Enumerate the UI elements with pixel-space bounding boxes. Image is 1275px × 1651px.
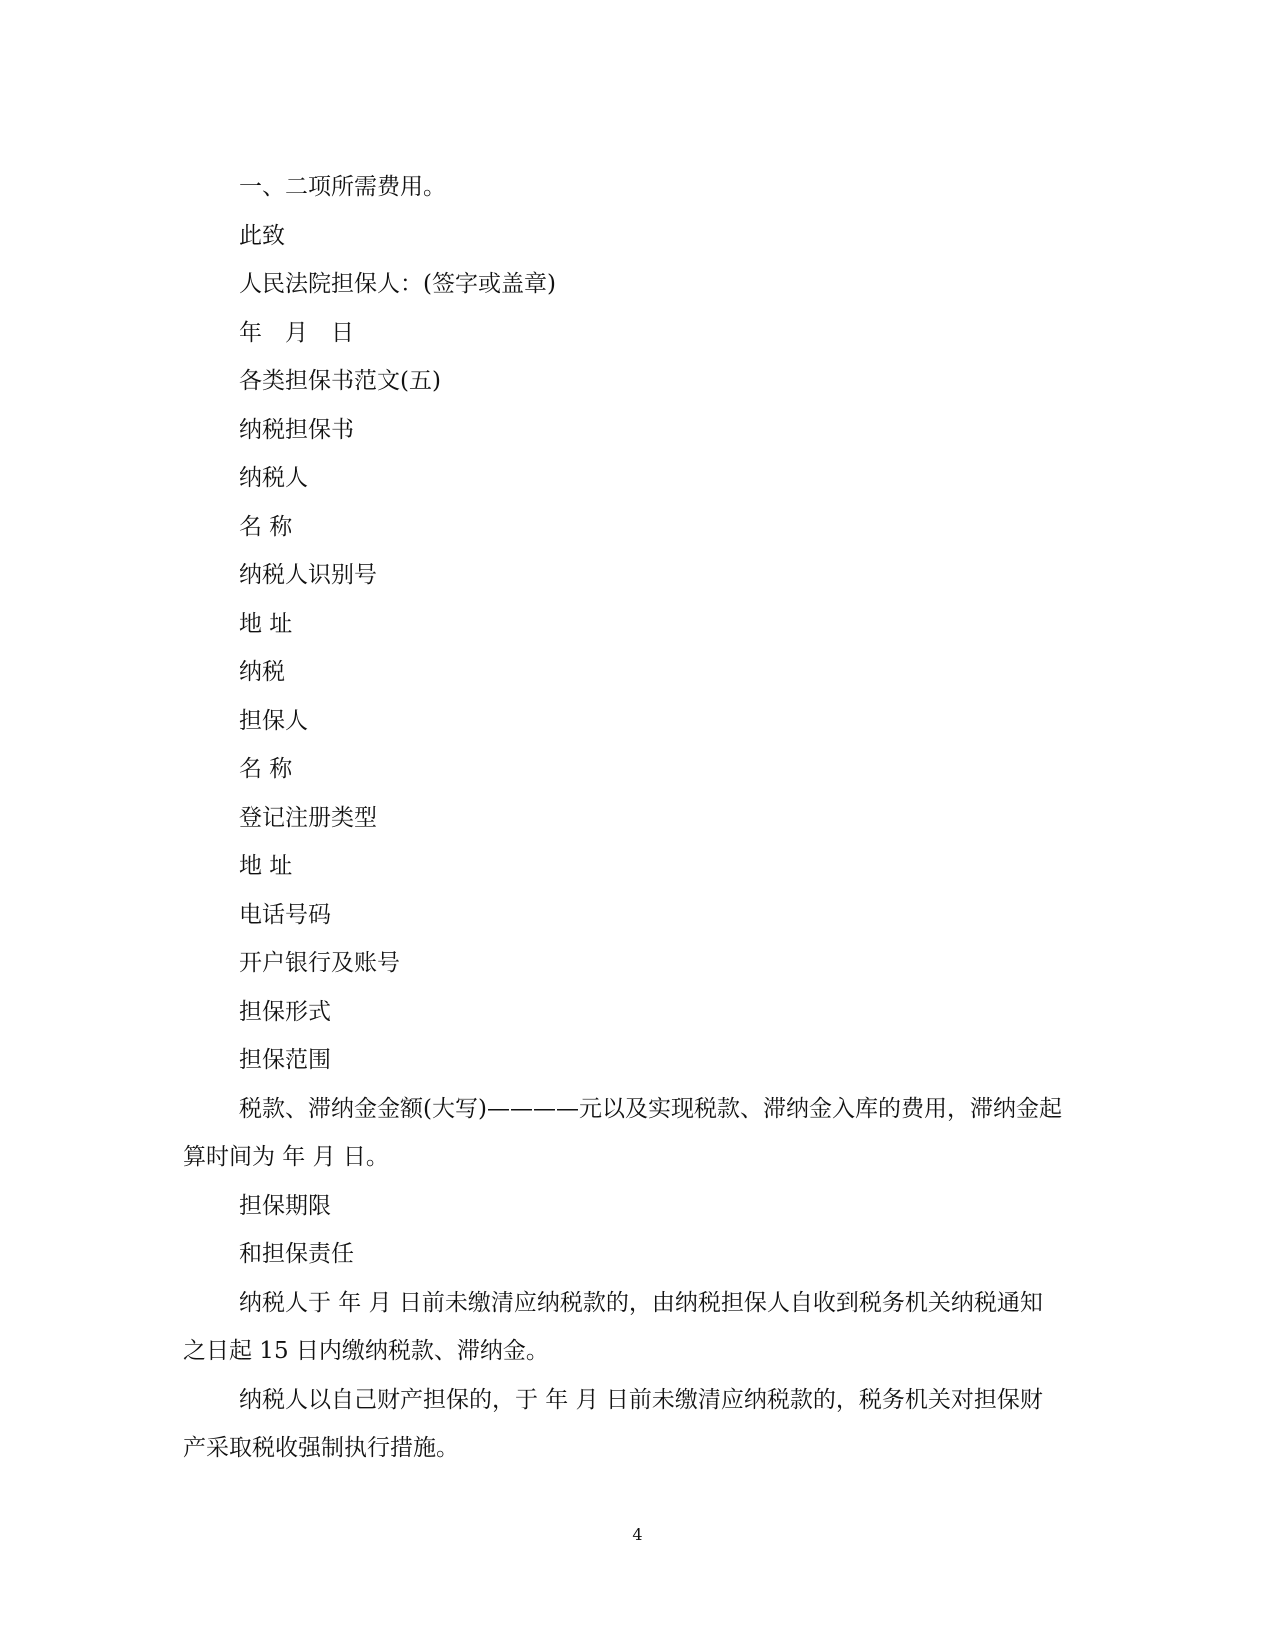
paragraph: 纳税人以自己财产担保的，于 年 月 日前未缴清应纳税款的，税务机关对担保财产采取税收强制执行措施。 (183, 1386, 1043, 1461)
paragraph: 开户银行及账号 (239, 950, 400, 976)
paragraph: 纳税人于 年 月 日前未缴清应纳税款的，由纳税担保人自收到税务机关纳税通知之日起 15 日内缴纳税款、滞纳金。 (183, 1289, 1043, 1364)
paragraph: 名 称 (239, 756, 293, 782)
document-title: 纳税担保书 (239, 416, 354, 443)
paragraph: 担保范围 (239, 1047, 331, 1073)
paragraph: 地 址 (239, 610, 293, 637)
paragraph: 担保形式 (239, 998, 331, 1025)
paragraph: 电话号码 (239, 901, 331, 928)
paragraph: 此致 (239, 222, 285, 249)
paragraph: 和担保责任 (239, 1241, 354, 1267)
paragraph: 纳税人 (239, 465, 308, 491)
paragraph: 一、二项所需费用。 (239, 174, 446, 200)
paragraph: 担保期限 (239, 1192, 331, 1219)
section-title: 各类担保书范文(五) (239, 368, 441, 394)
paragraph: 税款、滞纳金金额(大写)————元以及实现税款、滞纳金入库的费用，滞纳金起算时间为 年 月 日。 (183, 1095, 1062, 1170)
page-number: 4 (632, 1525, 643, 1544)
document-body (183, 163, 1063, 1473)
paragraph: 纳税 (239, 659, 285, 685)
paragraph: 担保人 (239, 707, 308, 734)
paragraph: 纳税人识别号 (239, 562, 377, 588)
paragraph: 地 址 (239, 853, 293, 879)
paragraph: 名 称 (239, 513, 293, 540)
date-line: 年 月 日 (239, 319, 354, 346)
paragraph: 人民法院担保人：(签字或盖章) (239, 271, 556, 297)
paragraph: 登记注册类型 (239, 804, 377, 831)
